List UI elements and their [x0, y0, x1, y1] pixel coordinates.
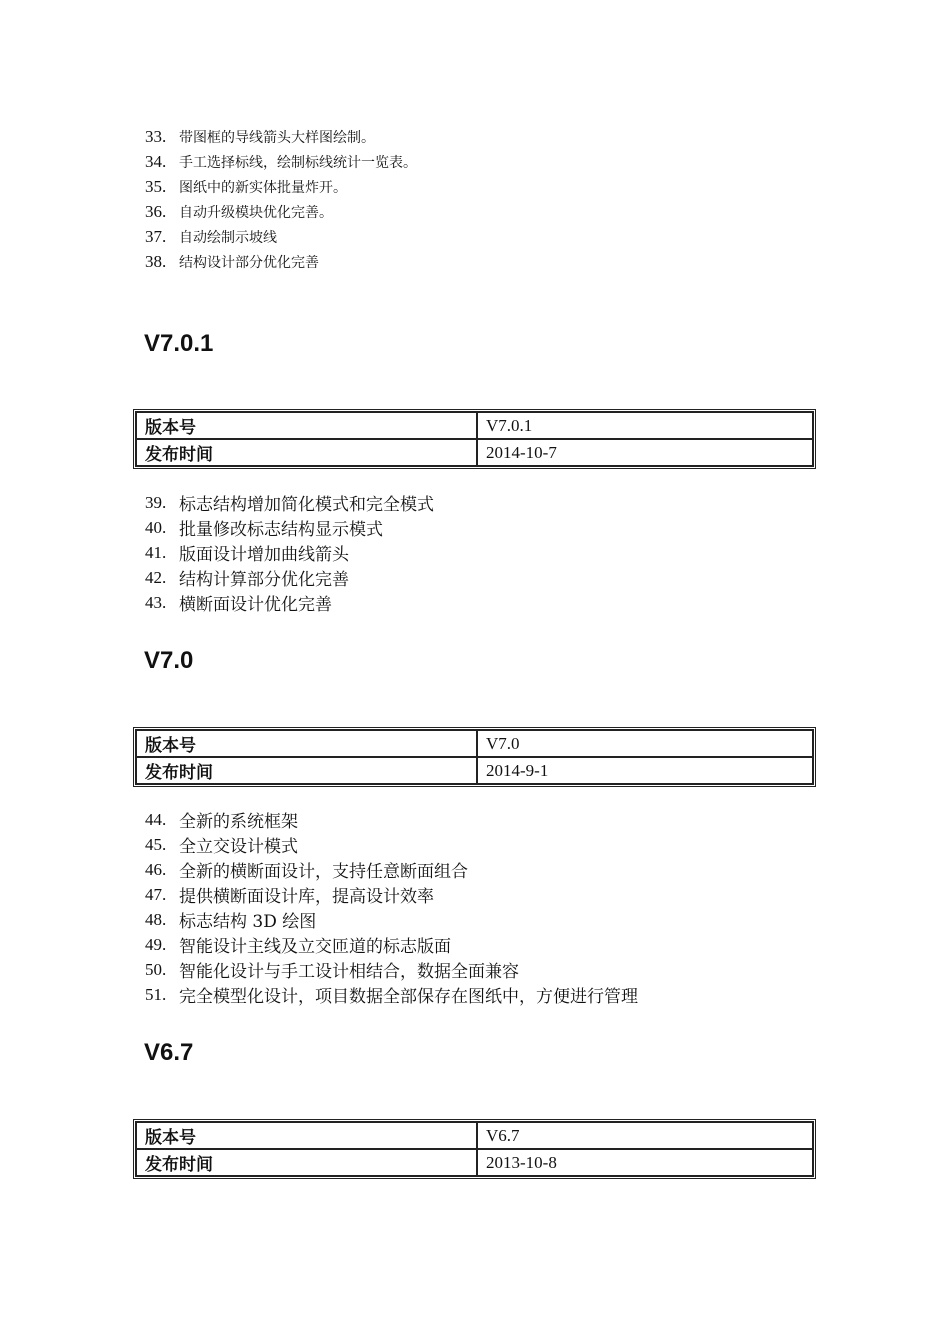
- item-text: 手工选择标线，绘制标线统计一览表。: [179, 154, 417, 171]
- version-heading: V7.0.1: [144, 330, 214, 357]
- list-item: [145, 932, 638, 957]
- item-number: 48.: [145, 909, 167, 929]
- item-text: 提供横断面设计库，提高设计效率: [179, 887, 434, 907]
- list-item: [145, 807, 638, 832]
- item-text: 横断面设计优化完善: [179, 595, 332, 615]
- item-number: 37.: [145, 226, 167, 246]
- list-item: [145, 540, 434, 565]
- table-row: [136, 1149, 813, 1176]
- version-value: V7.0: [477, 730, 813, 757]
- item-number: 45.: [145, 834, 167, 854]
- item-text: 图纸中的新实体批量炸开。: [179, 179, 347, 196]
- item-text: 智能设计主线及立交匝道的标志版面: [179, 937, 451, 957]
- list-item: [145, 490, 434, 515]
- item-number: 43.: [145, 592, 167, 612]
- item-text: 完全模型化设计，项目数据全部保存在图纸中，方便进行管理: [179, 987, 638, 1007]
- list-item: [145, 882, 638, 907]
- list-item: [145, 907, 638, 932]
- version-label: 版本号: [136, 730, 477, 757]
- item-text: 自动升级模块优化完善。: [179, 204, 333, 221]
- item-text: 批量修改标志结构显示模式: [179, 520, 383, 540]
- item-number: 44.: [145, 809, 167, 829]
- table-row: [136, 412, 813, 439]
- release-date-label: 发布时间: [136, 439, 477, 466]
- item-number: 34.: [145, 151, 167, 171]
- list-item: [145, 982, 638, 1007]
- release-date-value: 2014-9-1: [477, 757, 813, 784]
- item-number: 51.: [145, 984, 167, 1004]
- item-number: 47.: [145, 884, 167, 904]
- table-row: [136, 730, 813, 757]
- version-value: V6.7: [477, 1122, 813, 1149]
- item-number: 40.: [145, 517, 167, 537]
- version-heading: V6.7: [144, 1039, 194, 1066]
- release-date-value: 2014-10-7: [477, 439, 813, 466]
- item-text: 全立交设计模式: [179, 837, 298, 857]
- release-date-label: 发布时间: [136, 757, 477, 784]
- item-number: 50.: [145, 959, 167, 979]
- list-item: [145, 149, 417, 174]
- item-text: 结构计算部分优化完善: [179, 570, 349, 590]
- list-item: [145, 174, 417, 199]
- table-row: [136, 1122, 813, 1149]
- list-item: [145, 224, 417, 249]
- version-label: 版本号: [136, 412, 477, 439]
- item-text: 版面设计增加曲线箭头: [179, 545, 349, 565]
- changelog-list-v7-0: [145, 807, 638, 1007]
- item-text: 标志结构 3D 绘图: [179, 912, 317, 932]
- item-text: 智能化设计与手工设计相结合，数据全面兼容: [179, 962, 519, 982]
- item-text: 全新的系统框架: [179, 812, 298, 832]
- list-item: [145, 515, 434, 540]
- changelog-list-v7-0-1: [145, 490, 434, 615]
- item-number: 35.: [145, 176, 167, 196]
- list-item: [145, 832, 638, 857]
- list-item: [145, 590, 434, 615]
- item-number: 36.: [145, 201, 167, 221]
- list-item: [145, 857, 638, 882]
- item-number: 39.: [145, 492, 167, 512]
- version-value: V7.0.1: [477, 412, 813, 439]
- table-row: [136, 439, 813, 466]
- list-item: [145, 565, 434, 590]
- list-item: [145, 957, 638, 982]
- version-info-table: [133, 727, 816, 787]
- item-number: 38.: [145, 251, 167, 271]
- item-number: 41.: [145, 542, 167, 562]
- item-text: 结构设计部分优化完善: [179, 254, 319, 271]
- item-text: 标志结构增加简化模式和完全模式: [179, 495, 434, 515]
- item-text: 自动绘制示坡线: [179, 229, 277, 246]
- version-info-table: [133, 409, 816, 469]
- item-number: 49.: [145, 934, 167, 954]
- item-text: 带图框的导线箭头大样图绘制。: [179, 129, 375, 146]
- item-number: 33.: [145, 126, 167, 146]
- release-date-value: 2013-10-8: [477, 1149, 813, 1176]
- version-label: 版本号: [136, 1122, 477, 1149]
- item-number: 42.: [145, 567, 167, 587]
- item-text: 全新的横断面设计，支持任意断面组合: [179, 862, 468, 882]
- version-heading: V7.0: [144, 647, 194, 674]
- list-item: [145, 249, 417, 274]
- version-info-table: [133, 1119, 816, 1179]
- changelog-list-v7-0-2: [145, 124, 417, 274]
- release-date-label: 发布时间: [136, 1149, 477, 1176]
- list-item: [145, 199, 417, 224]
- item-number: 46.: [145, 859, 167, 879]
- list-item: [145, 124, 417, 149]
- table-row: [136, 757, 813, 784]
